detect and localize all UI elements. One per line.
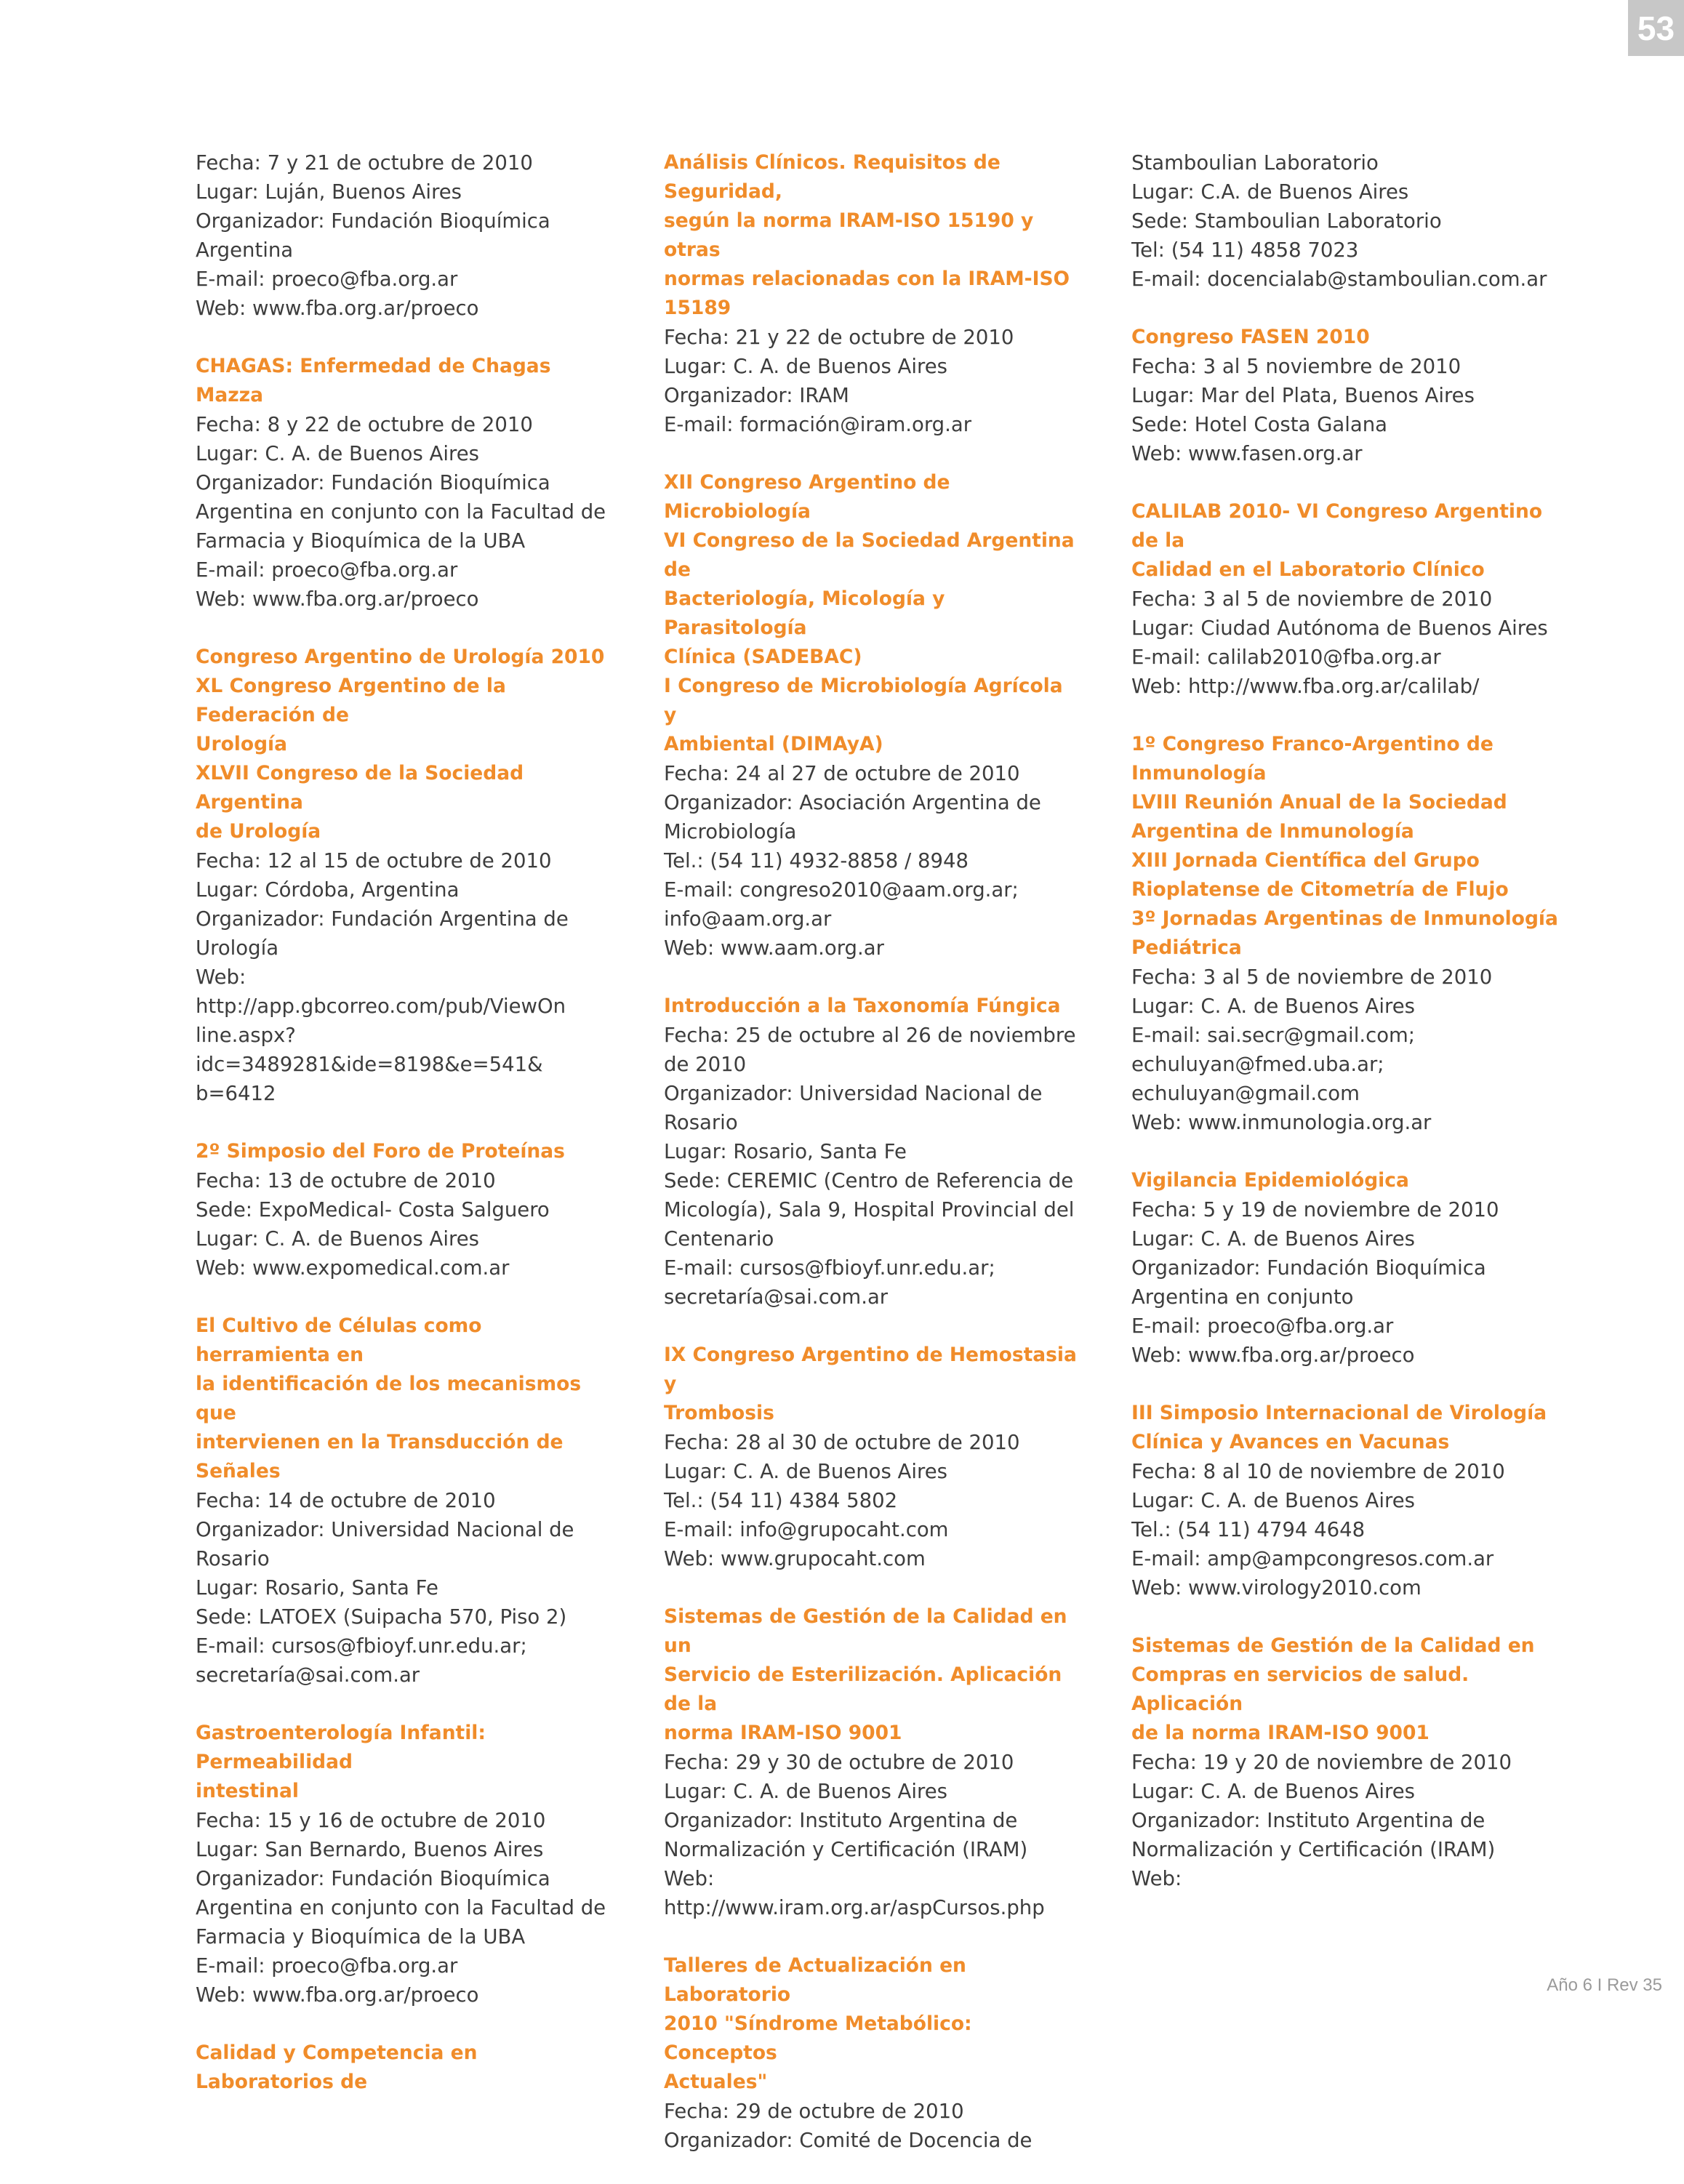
event-title: Congreso Argentino de Urología 2010 XL Congreso Argentino de la Federación de Urología XLVII Congreso de la Sociedad Argentina de Urología	[196, 646, 605, 843]
event-entry	[1131, 148, 1568, 294]
event-entry	[664, 1341, 1078, 1573]
event-detail-line: Organizador: Fundación Argentina de Urología	[196, 907, 569, 960]
event-title: Sistemas de Gestión de la Calidad en un Servicio de Esterilización. Aplicación de la norma IRAM-ISO 9001	[664, 1605, 1067, 1744]
event-title: Calidad y Competencia en Laboratorios de	[196, 2042, 478, 2093]
event-detail-line: E-mail: sai.secr@gmail.com; echuluyan@fmed.uba.ar; echuluyan@gmail.com	[1131, 1024, 1416, 1105]
event-detail-line: Stamboulian Laboratorio	[1131, 151, 1379, 174]
event-detail-line: Fecha: 13 de octubre de 2010	[196, 1169, 496, 1192]
event-detail-line: Fecha: 7 y 21 de octubre de 2010	[196, 151, 533, 174]
event-entry	[196, 1719, 610, 2010]
event-detail-line: Fecha: 3 al 5 de noviembre de 2010	[1131, 965, 1493, 989]
event-detail-line: Web: www.fba.org.ar/proeco	[196, 297, 479, 320]
event-detail-line: Lugar: C. A. de Buenos Aires	[1131, 1489, 1415, 1512]
event-detail-line: Lugar: C. A. de Buenos Aires	[664, 355, 947, 378]
event-detail-line: Fecha: 3 al 5 noviembre de 2010	[1131, 355, 1462, 378]
event-detail-line: Fecha: 8 al 10 de noviembre de 2010	[1131, 1460, 1505, 1483]
event-detail-line: Web: www.aam.org.ar	[664, 936, 884, 960]
event-detail-line: Fecha: 14 de octubre de 2010	[196, 1489, 496, 1512]
event-title: Talleres de Actualización en Laboratorio 2010 "Síndrome Metabólico: Conceptos Actuales"	[664, 1954, 972, 2093]
event-entry	[664, 992, 1078, 1312]
event-detail-line: Fecha: 5 y 19 de noviembre de 2010	[1131, 1198, 1499, 1221]
event-detail-line: Tel: (54 11) 4858 7023	[1131, 238, 1359, 262]
event-entry	[1131, 1399, 1568, 1602]
event-entry	[1131, 497, 1568, 701]
event-detail-line: Sede: Hotel Costa Galana	[1131, 413, 1388, 436]
event-column-2	[664, 148, 1078, 2184]
event-detail-line: Organizador: Fundación Bioquímica Argentina	[196, 209, 550, 262]
event-detail-line: Fecha: 12 al 15 de octubre de 2010	[196, 849, 552, 872]
event-detail-line: Web: www.fasen.org.ar	[1131, 442, 1363, 465]
event-detail-line: Organizador: Universidad Nacional de Rosario	[196, 1518, 574, 1570]
event-entry	[196, 2039, 610, 2097]
event-detail-line: Organizador: Fundación Bioquímica Argentina en conjunto con la Facultad de Farmacia y Bioquímica de la UBA	[196, 471, 606, 553]
event-detail-line: Fecha: 3 al 5 de noviembre de 2010	[1131, 587, 1493, 611]
issue-footer: Año 6 I Rev 35	[1547, 1975, 1662, 1995]
event-detail-line: Fecha: 24 al 27 de octubre de 2010	[664, 762, 1020, 785]
event-detail-line: Lugar: Córdoba, Argentina	[196, 878, 460, 902]
event-detail-line: Web: www.expomedical.com.ar	[196, 1256, 510, 1280]
event-entry	[1131, 730, 1568, 1137]
event-detail-line: Lugar: Luján, Buenos Aires	[196, 180, 462, 204]
event-detail-line: Organizador: Universidad Nacional de Rosario	[664, 1082, 1043, 1134]
event-detail-line: Lugar: C. A. de Buenos Aires	[196, 442, 479, 465]
event-detail-line: Lugar: C. A. de Buenos Aires	[196, 1227, 479, 1250]
event-title: Sistemas de Gestión de la Calidad en Compras en servicios de salud. Aplicación de la norma IRAM-ISO 9001	[1131, 1634, 1535, 1744]
event-detail-line: Fecha: 21 y 22 de octubre de 2010	[664, 326, 1014, 349]
event-entry	[664, 468, 1078, 963]
page-number: 53	[1628, 0, 1684, 56]
event-detail-line: Web: www.fba.org.ar/proeco	[1131, 1344, 1415, 1367]
event-title: 2º Simposio del Foro de Proteínas	[196, 1140, 565, 1163]
event-entry	[1131, 1631, 1568, 1893]
event-detail-line: Sede: Stamboulian Laboratorio	[1131, 209, 1442, 233]
event-detail-line: Lugar: Mar del Plata, Buenos Aires	[1131, 384, 1475, 407]
event-title: IX Congreso Argentino de Hemostasia y Trombosis	[664, 1344, 1077, 1424]
event-detail-line: Lugar: Rosario, Santa Fe	[664, 1140, 907, 1163]
event-detail-line: E-mail: formación@iram.org.ar	[664, 413, 972, 436]
event-detail-line: Organizador: Instituto Argentina de Normalización y Certificación (IRAM)	[664, 1809, 1028, 1861]
event-detail-line: Tel.: (54 11) 4794 4648	[1131, 1518, 1366, 1541]
event-detail-line: Lugar: C. A. de Buenos Aires	[664, 1780, 947, 1803]
event-detail-line: Fecha: 25 de octubre al 26 de noviembre de 2010	[664, 1024, 1076, 1076]
event-detail-line: E-mail: amp@ampcongresos.com.ar	[1131, 1547, 1494, 1570]
event-detail-line: Lugar: C.A. de Buenos Aires	[1131, 180, 1409, 204]
event-detail-line: E-mail: cursos@fbioyf.unr.edu.ar; secretaría@sai.com.ar	[196, 1634, 527, 1687]
event-detail-line: Web: www.fba.org.ar/proeco	[196, 1983, 479, 2007]
event-detail-line: Fecha: 8 y 22 de octubre de 2010	[196, 413, 533, 436]
event-entry	[196, 1312, 610, 1690]
event-detail-line: Fecha: 15 y 16 de octubre de 2010	[196, 1809, 546, 1832]
event-detail-line: Lugar: C. A. de Buenos Aires	[1131, 1227, 1415, 1250]
event-detail-line: Organizador: Comité de Docencia de	[664, 2129, 1033, 2152]
event-title: XII Congreso Argentino de Microbiología VI Congreso de la Sociedad Argentina de Bacteriología, Micología y Parasitología Clínica (SADEBAC) I Congreso de Microbiología Agrícola y Ambiental (DIMAyA)	[664, 471, 1075, 755]
event-title: CALILAB 2010- VI Congreso Argentino de la Calidad en el Laboratorio Clínico	[1131, 500, 1543, 581]
event-entry	[664, 1951, 1078, 2155]
event-detail-line: Sede: CEREMIC (Centro de Referencia de Micología), Sala 9, Hospital Provincial del Centenario	[664, 1169, 1075, 1250]
event-title: III Simposio Internacional de Virología Clínica y Avances en Vacunas	[1131, 1402, 1547, 1453]
event-title: 1º Congreso Franco-Argentino de Inmunología LVIII Reunión Anual de la Sociedad Argentina de Inmunología XIII Jornada Científica del Grupo Rioplatense de Citometría de Flujo 3º Jornadas Argentinas de Inmunología Pediátrica	[1131, 733, 1558, 959]
event-detail-line: Tel.: (54 11) 4932-8858 / 8948	[664, 849, 969, 872]
event-detail-line: Fecha: 29 de octubre de 2010	[664, 2100, 964, 2123]
event-title: Análisis Clínicos. Requisitos de Seguridad, según la norma IRAM-ISO 15190 y otras normas relacionadas con la IRAM-ISO 15189	[664, 151, 1070, 319]
event-title: Introducción a la Taxonomía Fúngica	[664, 995, 1061, 1017]
event-detail-line: E-mail: calilab2010@fba.org.ar	[1131, 646, 1441, 669]
event-title: El Cultivo de Células como herramienta en la identificación de los mecanismos que intervienen en la Transducción de Señales	[196, 1314, 582, 1482]
event-detail-line: Sede: LATOEX (Suipacha 570, Piso 2)	[196, 1605, 567, 1629]
event-detail-line: Web: http://www.iram.org.ar/aspCursos.php	[664, 1867, 1045, 1919]
event-column-1	[196, 148, 610, 2126]
event-detail-line: E-mail: info@grupocaht.com	[664, 1518, 949, 1541]
event-detail-line: Web:	[1131, 1867, 1182, 1890]
event-detail-line: Web: www.grupocaht.com	[664, 1547, 926, 1570]
event-detail-line: Web: www.fba.org.ar/proeco	[196, 587, 479, 611]
event-detail-line: Web: www.inmunologia.org.ar	[1131, 1111, 1432, 1134]
event-detail-line: Tel.: (54 11) 4384 5802	[664, 1489, 898, 1512]
event-detail-line: Lugar: Rosario, Santa Fe	[196, 1576, 438, 1599]
event-entry	[196, 148, 610, 323]
event-detail-line: Web: http://app.gbcorreo.com/pub/ViewOn line.aspx?idc=3489281&ide=8198&e=541& b=6412	[196, 965, 566, 1105]
event-entry	[196, 1137, 610, 1282]
event-column-3	[1131, 148, 1568, 1922]
event-detail-line: Organizador: Fundación Bioquímica Argentina en conjunto	[1131, 1256, 1486, 1309]
event-detail-line: Web: www.virology2010.com	[1131, 1576, 1422, 1599]
event-detail-line: Lugar: C. A. de Buenos Aires	[1131, 1780, 1415, 1803]
event-detail-line: E-mail: cursos@fbioyf.unr.edu.ar; secretaría@sai.com.ar	[664, 1256, 995, 1309]
event-entry	[1131, 1166, 1568, 1370]
event-detail-line: Web: http://www.fba.org.ar/calilab/	[1131, 675, 1480, 698]
event-title: Vigilancia Epidemiológica	[1131, 1169, 1409, 1192]
event-detail-line: E-mail: congreso2010@aam.org.ar; info@aam.org.ar	[664, 878, 1019, 931]
event-detail-line: Fecha: 29 y 30 de octubre de 2010	[664, 1751, 1014, 1774]
event-entry	[1131, 323, 1568, 468]
event-detail-line: E-mail: docencialab@stamboulian.com.ar	[1131, 268, 1547, 291]
event-detail-line: E-mail: proeco@fba.org.ar	[196, 268, 458, 291]
event-title: Gastroenterología Infantil: Permeabilidad intestinal	[196, 1722, 486, 1802]
event-detail-line: Organizador: IRAM	[664, 384, 849, 407]
event-entry	[196, 352, 610, 614]
event-detail-line: Organizador: Asociación Argentina de Microbiología	[664, 791, 1041, 843]
event-entry	[664, 148, 1078, 439]
event-detail-line: E-mail: proeco@fba.org.ar	[196, 1954, 458, 1978]
event-title: Congreso FASEN 2010	[1131, 326, 1370, 348]
event-detail-line: Lugar: Ciudad Autónoma de Buenos Aires	[1131, 617, 1548, 640]
event-detail-line: Fecha: 19 y 20 de noviembre de 2010	[1131, 1751, 1512, 1774]
event-detail-line: Organizador: Instituto Argentina de Normalización y Certificación (IRAM)	[1131, 1809, 1496, 1861]
event-detail-line: E-mail: proeco@fba.org.ar	[196, 558, 458, 582]
event-detail-line: Lugar: C. A. de Buenos Aires	[1131, 995, 1415, 1018]
event-detail-line: Lugar: C. A. de Buenos Aires	[664, 1460, 947, 1483]
event-detail-line: Sede: ExpoMedical- Costa Salguero	[196, 1198, 550, 1221]
event-entry	[196, 643, 610, 1108]
event-title: CHAGAS: Enfermedad de Chagas Mazza	[196, 355, 551, 406]
event-detail-line: Lugar: San Bernardo, Buenos Aires	[196, 1838, 544, 1861]
event-detail-line: Fecha: 28 al 30 de octubre de 2010	[664, 1431, 1020, 1454]
event-entry	[664, 1602, 1078, 1922]
event-detail-line: Organizador: Fundación Bioquímica Argentina en conjunto con la Facultad de Farmacia y Bioquímica de la UBA	[196, 1867, 606, 1948]
event-detail-line: E-mail: proeco@fba.org.ar	[1131, 1314, 1394, 1338]
